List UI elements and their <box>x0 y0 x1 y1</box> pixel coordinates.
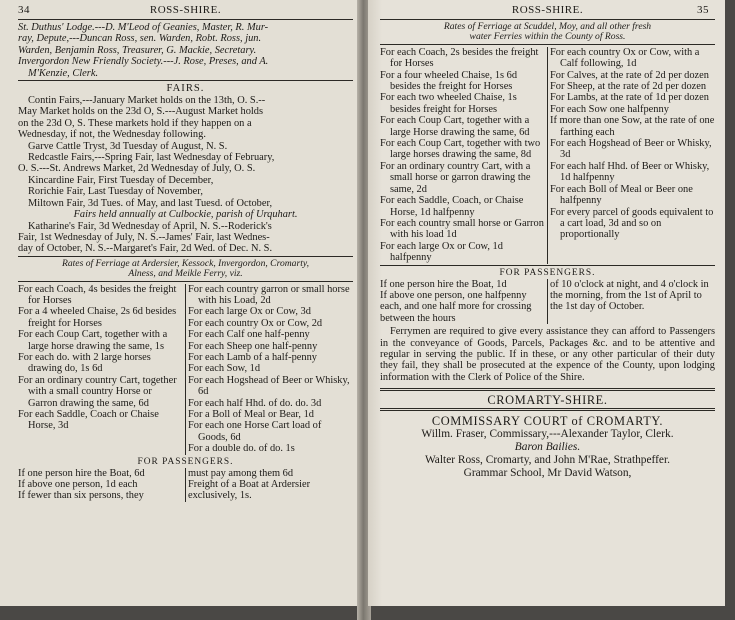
rate-item: For every parcel of goods equivalent to a cart load, 3d and so on proportionally <box>550 206 714 241</box>
section-rule <box>380 44 715 45</box>
text-line: O. S.---St. Andrews Market, 2d Wednesday of July, O. S. <box>18 163 256 175</box>
cromarty-heading: CROMARTY-SHIRE. <box>487 393 608 408</box>
rate-item: For each Sow, 1d <box>188 363 261 375</box>
section-rule <box>18 256 353 257</box>
ferry-rates-col-left <box>380 47 548 264</box>
rate-item: If one person hire the Boat, 1d <box>380 278 507 290</box>
rate-item: For each two wheeled Chaise, 1s besides freight for Horses <box>380 92 517 115</box>
rate-item: For a double do. of do. 1s <box>188 443 295 455</box>
rate-item: For each Hogshead of Beer or Whisky, 6d <box>188 374 350 398</box>
rate-item: For each Coach, 2s besides the freight for Horses <box>380 46 539 70</box>
rate-item: For each one Horse Cart load of Goods, 6d <box>188 420 322 443</box>
section-rule <box>380 408 715 411</box>
ferry-rates-table <box>18 284 353 455</box>
ferry-rates-col-right <box>548 47 715 264</box>
text-line: Fair, 1st Wednesday of July, N. S.--James' Fair, last Wednes- <box>18 231 270 243</box>
rate-item: For each country garron or small horse with his Load, 2d <box>188 283 350 306</box>
rate-item: For each large Ox or Cow, 3d <box>188 306 311 318</box>
rate-item: For each country Ox or Cow, 2d <box>188 317 323 329</box>
bailies-heading: Baron Bailies. <box>514 441 581 454</box>
rate-item: For a Boll of Meal or Bear, 1d <box>188 409 314 420</box>
ferry-rates-table <box>380 47 715 264</box>
passenger-col-right <box>548 279 715 325</box>
rate-item: For each Sheep one half-penny <box>188 340 318 352</box>
rate-item: Freight of a Boat at Ardersier <box>188 479 311 491</box>
fairs-heading: FAIRS. <box>166 83 205 95</box>
rate-item: For Calves, at the rate of 2d per dozen <box>550 69 709 81</box>
rate-item: For each Coup Cart, together with a large horse drawing the same, 1s <box>18 329 168 352</box>
commissary-line: Willm. Fraser, Commissary,---Alexander Taylor, Clerk. <box>421 428 674 441</box>
ferry-rates-col-right <box>186 284 353 455</box>
rate-item: For each Saddle, Coach or Chaise Horse, 3d <box>18 409 159 432</box>
rate-item: For each Sow one halfpenny <box>550 103 669 115</box>
rate-item: exclusively, 1s. <box>188 490 252 502</box>
caption-line: Alness, and Meikle Ferry, viz. <box>128 268 243 280</box>
right-page <box>368 0 725 606</box>
rate-item: For a 4 wheeled Chaise, 2s 6d besides freight for Horses <box>18 306 177 329</box>
passengers-heading: FOR PASSENGERS. <box>137 456 234 467</box>
rate-item: For each Saddle, Coach, or Chaise Horse, 1d halfpenny <box>380 195 524 218</box>
rate-item: For an ordinary country Cart, together with a small country Horse or Garron drawing the same, 6d <box>18 374 177 409</box>
section-rule <box>380 265 715 266</box>
rate-item: For each Lamb of a half-penny <box>188 351 317 363</box>
text-line: Miltown Fair, 3d Tues. of May, and last Tuesd. of October, <box>28 197 273 209</box>
text-line: Rorichie Fair, Last Tuesday of November, <box>28 186 203 198</box>
caption-line: Rates of Ferriage at Ardersier, Kessock, Invergordon, Cromarty, <box>61 257 309 269</box>
page-number: 35 <box>697 4 709 16</box>
text-line: ray, Depute,---Duncan Ross, sen. Warden, Robt. Ross, jun. <box>18 33 262 45</box>
lodge-entry <box>18 22 353 56</box>
rate-item: For each Boll of Meal or Beer one halfpenny <box>550 183 693 207</box>
bailies-line: Walter Ross, Cromarty, and John M'Rae, Strathpeffer. <box>424 454 671 467</box>
text-line: on the 23d O, S. These markets hold if they happen on a <box>18 117 252 129</box>
text-line: St. Duthus' Lodge.---D. M'Leod of Geanies, Master, R. Mur- <box>18 22 269 33</box>
text-line: Redcastle Fairs,---Spring Fair, last Wednesday of February, <box>28 152 275 164</box>
passenger-col-left <box>380 279 548 325</box>
section-rule <box>18 281 353 282</box>
passengers-heading: FOR PASSENGERS. <box>499 267 596 278</box>
section-rule <box>18 80 353 81</box>
rate-item: If above one person, one halfpenny each, and one half more for crossing between the hours <box>380 289 532 324</box>
rate-item: For an ordinary country Cart, with a small horse or garron drawing the same, 2d <box>380 160 531 195</box>
rate-item: For each Coup Cart, together with two large horses drawing the same, 8d <box>380 138 541 161</box>
right-page-header <box>380 4 715 18</box>
rate-item: must pay among them 6d <box>188 467 294 479</box>
rate-item: of 10 o'clock at night, and 4 o'clock in the morning, from the 1st of April to the 1st day of October. <box>550 278 709 313</box>
rate-item: For Sheep, at the rate of 2d per dozen <box>550 81 707 93</box>
running-title: ROSS-SHIRE. <box>149 4 222 16</box>
text-line: Warden, Benjamin Ross, Treasurer, G. Mackie, Secretary. <box>18 44 257 56</box>
rate-item: For each large Ox or Cow, 1d halfpenny <box>380 240 503 264</box>
text-line: Invergordon New Friendly Society.---J. Rose, Preses, and A. <box>18 56 269 68</box>
ferry-caption <box>18 259 353 280</box>
text-line: May Market holds on the 23d O, S.---August Market holds <box>18 106 264 118</box>
rate-item: For each country small horse or Garron with his load 1d <box>380 217 544 241</box>
left-page <box>0 0 361 606</box>
passenger-rates-table <box>380 279 715 325</box>
passenger-col-left <box>18 468 186 502</box>
passenger-col-right <box>186 468 353 502</box>
page-number: 34 <box>18 4 30 16</box>
commissary-heading: COMMISSARY COURT of CROMARTY. <box>431 414 664 429</box>
header-rule <box>18 19 353 20</box>
text-line: M'Kenzie, Clerk. <box>28 67 99 79</box>
text-line: Contin Fairs,---January Market holds on the 13th, O. S.-- <box>28 95 266 107</box>
rate-item: For each half Hhd. of Beer or Whisky, 1d halfpenny <box>550 160 710 184</box>
text-line: Garve Cattle Tryst, 3d Tuesday of August, N. S. <box>28 140 228 152</box>
running-title: ROSS-SHIRE. <box>511 4 584 16</box>
ferrymen-paragraph: Ferrymen are required to give every assistance they can afford to Passengers in the conveyance of Goods, Parcels, Packages &c. and to be attentive and regular in serving the public. If in these, or any other particular of their duty they fail, they shall be prosecuted at the expence of the County, upon lodging information with the Clerk of Police of the Shire. <box>380 326 715 383</box>
fairs-list <box>18 95 353 255</box>
text-line: Katharine's Fair, 3d Wednesday of April, N. S.--Roderick's <box>28 220 272 232</box>
text-line: day of October, N. S.--Margaret's Fair, 2d Wed. of Dec. N. S. <box>18 243 273 255</box>
passenger-rates-table <box>18 468 353 502</box>
header-rule <box>380 19 715 20</box>
text-line: Fairs held annually at Culbockie, parish of Urquhart. <box>73 209 298 221</box>
rate-item: For Lambs, at the rate of 1d per dozen <box>550 92 709 104</box>
left-page-header <box>18 4 353 18</box>
caption-line: water Ferries within the County of Ross. <box>469 31 626 43</box>
rate-item: For each Hogshead of Beer or Whisky, 3d <box>550 138 712 161</box>
rate-item: For each Calf one half-penny <box>188 329 310 341</box>
school-line: Grammar School, Mr David Watson, <box>463 467 632 480</box>
rate-item: For each country Ox or Cow, with a Calf following, 1d <box>550 46 700 70</box>
ferry-rates-col-left <box>18 284 186 455</box>
text-line: Kincardine Fair, First Tuesday of December, <box>28 174 214 186</box>
rate-item: If more than one Sow, at the rate of one farthing each <box>550 115 715 138</box>
rate-item: For each Coach, 4s besides the freight for Horses <box>18 283 177 306</box>
society-entry <box>18 56 353 79</box>
rate-item: For each Coup Cart, together with a large Horse drawing the same, 6d <box>380 115 530 138</box>
rate-item: For a four wheeled Chaise, 1s 6d besides the freight for Horses <box>380 69 518 93</box>
rate-item: If one person hire the Boat, 6d <box>18 467 145 479</box>
rate-item: For each half Hhd. of do. do. 3d <box>188 397 322 409</box>
text-line: Wednesday, if not, the Wednesday following. <box>18 129 206 141</box>
rate-item: If fewer than six persons, they <box>18 490 144 502</box>
caption-line: Rates of Ferriage at Scuddel, Moy, and all other fresh <box>443 21 652 32</box>
rate-item: If above one person, 1d each <box>18 479 138 491</box>
section-rule <box>380 388 715 391</box>
ferry-caption <box>380 22 715 43</box>
rate-item: For each do. with 2 large horses drawing do, 1s 6d <box>18 351 151 375</box>
